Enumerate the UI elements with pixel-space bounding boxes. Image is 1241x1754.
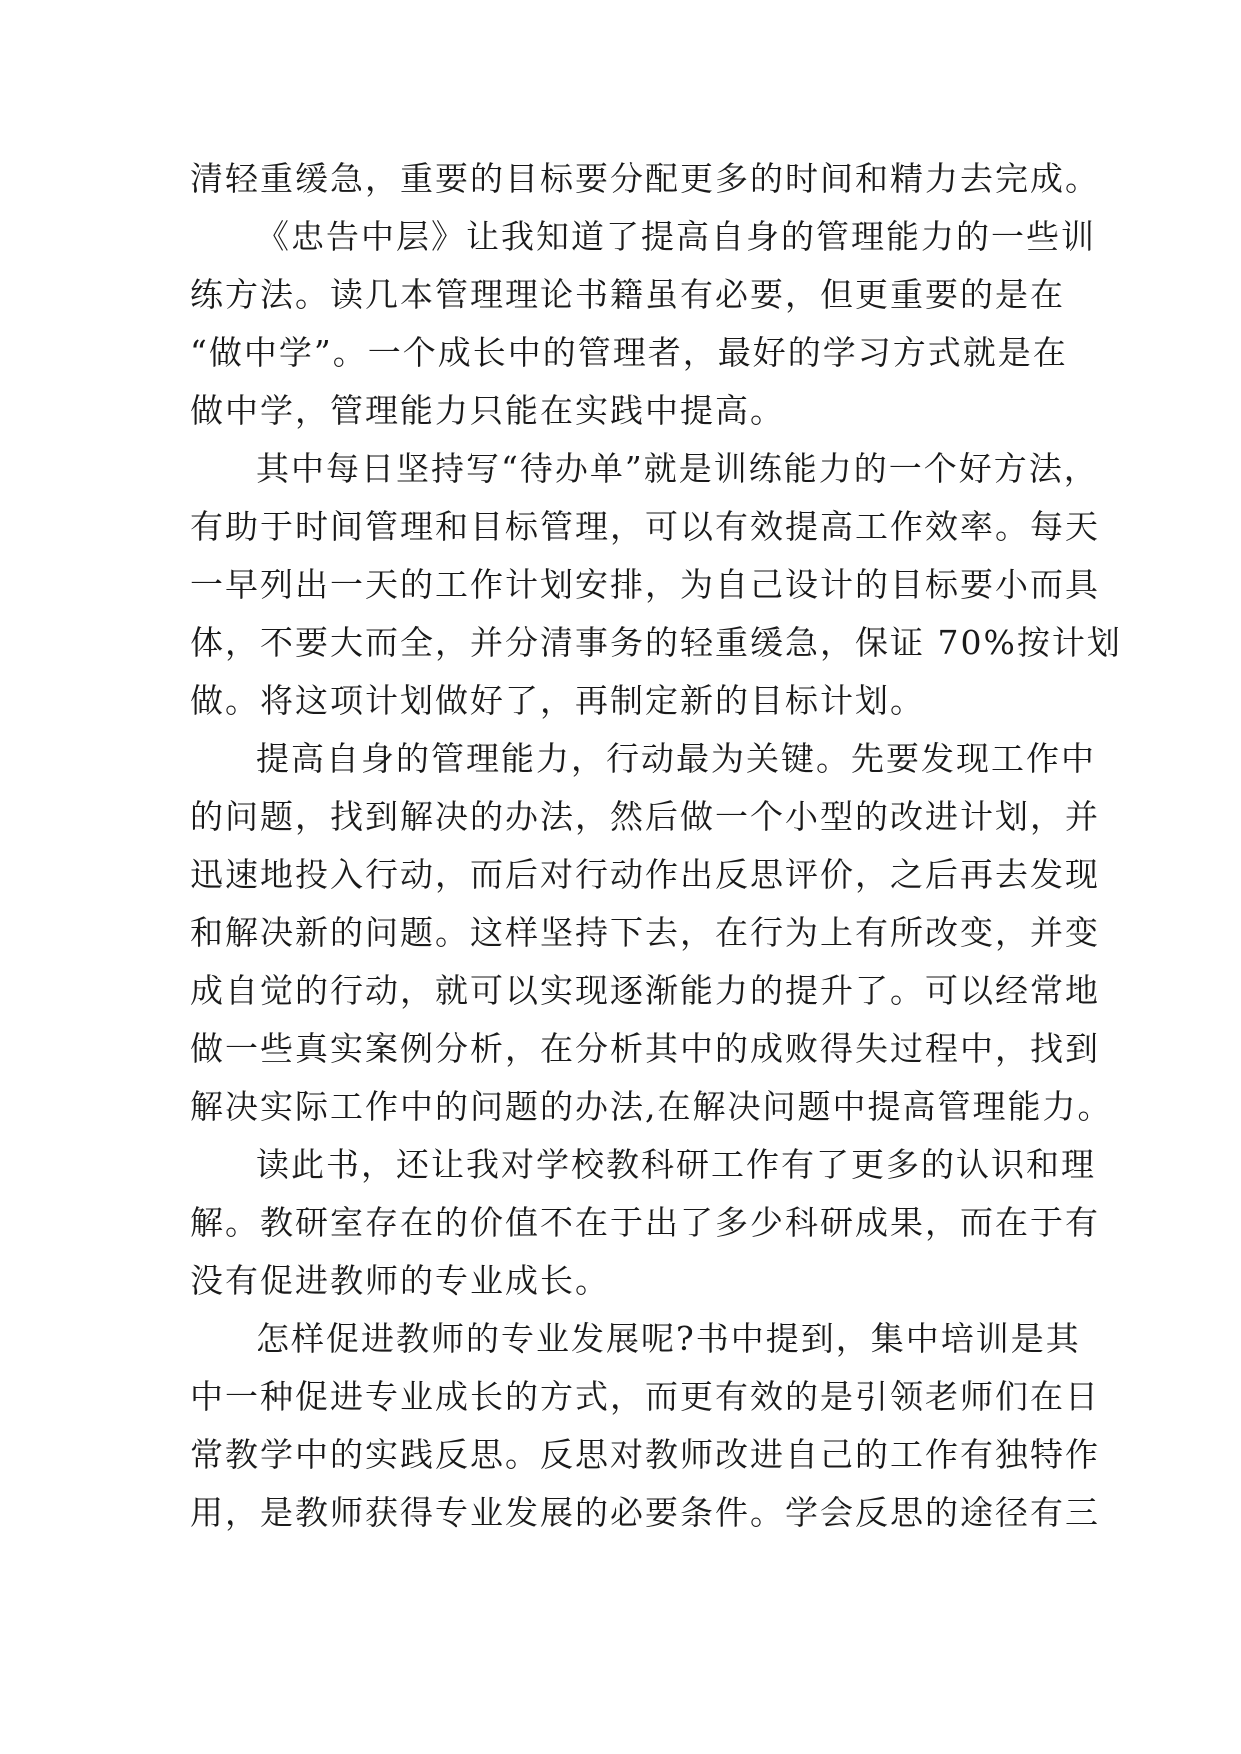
text-line: 解决实际工作中的问题的办法,在解决问题中提高管理能力。 (190, 1087, 1113, 1126)
text-line: 提高自身的管理能力，行动最为关键。先要发现工作中 (256, 739, 1096, 778)
body-text (190, 150, 1122, 1542)
text-line: 的问题，找到解决的办法，然后做一个小型的改进计划，并 (190, 797, 1100, 836)
text-line: 迅速地投入行动，而后对行动作出反思评价，之后再去发现 (190, 855, 1100, 894)
text-line: 体，不要大而全，并分清事务的轻重缓急，保证 70%按计划 (190, 623, 1122, 662)
text-line: 怎样促进教师的专业发展呢?书中提到，集中培训是其 (256, 1319, 1081, 1358)
text-line: 做。将这项计划做好了，再制定新的目标计划。 (190, 681, 925, 720)
text-line: 其中每日坚持写“待办单”就是训练能力的一个好方法， (256, 449, 1099, 488)
text-line: 《忠告中层》让我知道了提高自身的管理能力的一些训 (256, 217, 1096, 256)
text-line: 有助于时间管理和目标管理，可以有效提高工作效率。每天 (190, 507, 1100, 546)
text-line: 和解决新的问题。这样坚持下去，在行为上有所改变，并变 (190, 913, 1100, 952)
text-line: 用，是教师获得专业发展的必要条件。学会反思的途径有三 (190, 1493, 1100, 1532)
text-line: 一早列出一天的工作计划安排，为自己设计的目标要小而具 (190, 565, 1100, 604)
text-line: 成自觉的行动，就可以实现逐渐能力的提升了。可以经常地 (190, 971, 1100, 1010)
text-line: “做中学”。一个成长中的管理者，最好的学习方式就是在 (190, 333, 1068, 372)
text-line: 清轻重缓急，重要的目标要分配更多的时间和精力去完成。 (190, 159, 1100, 198)
text-line: 中一种促进专业成长的方式，而更有效的是引领老师们在日 (190, 1377, 1100, 1416)
text-line: 解。教研室存在的价值不在于出了多少科研成果，而在于有 (190, 1203, 1100, 1242)
text-line: 常教学中的实践反思。反思对教师改进自己的工作有独特作 (190, 1435, 1100, 1474)
text-line: 练方法。读几本管理理论书籍虽有必要，但更重要的是在 (190, 275, 1065, 314)
text-line: 没有促进教师的专业成长。 (190, 1261, 610, 1300)
text-line: 做中学，管理能力只能在实践中提高。 (190, 391, 785, 430)
text-line: 读此书，还让我对学校教科研工作有了更多的认识和理 (256, 1145, 1096, 1184)
text-line: 做一些真实案例分析，在分析其中的成败得失过程中，找到 (190, 1029, 1100, 1068)
